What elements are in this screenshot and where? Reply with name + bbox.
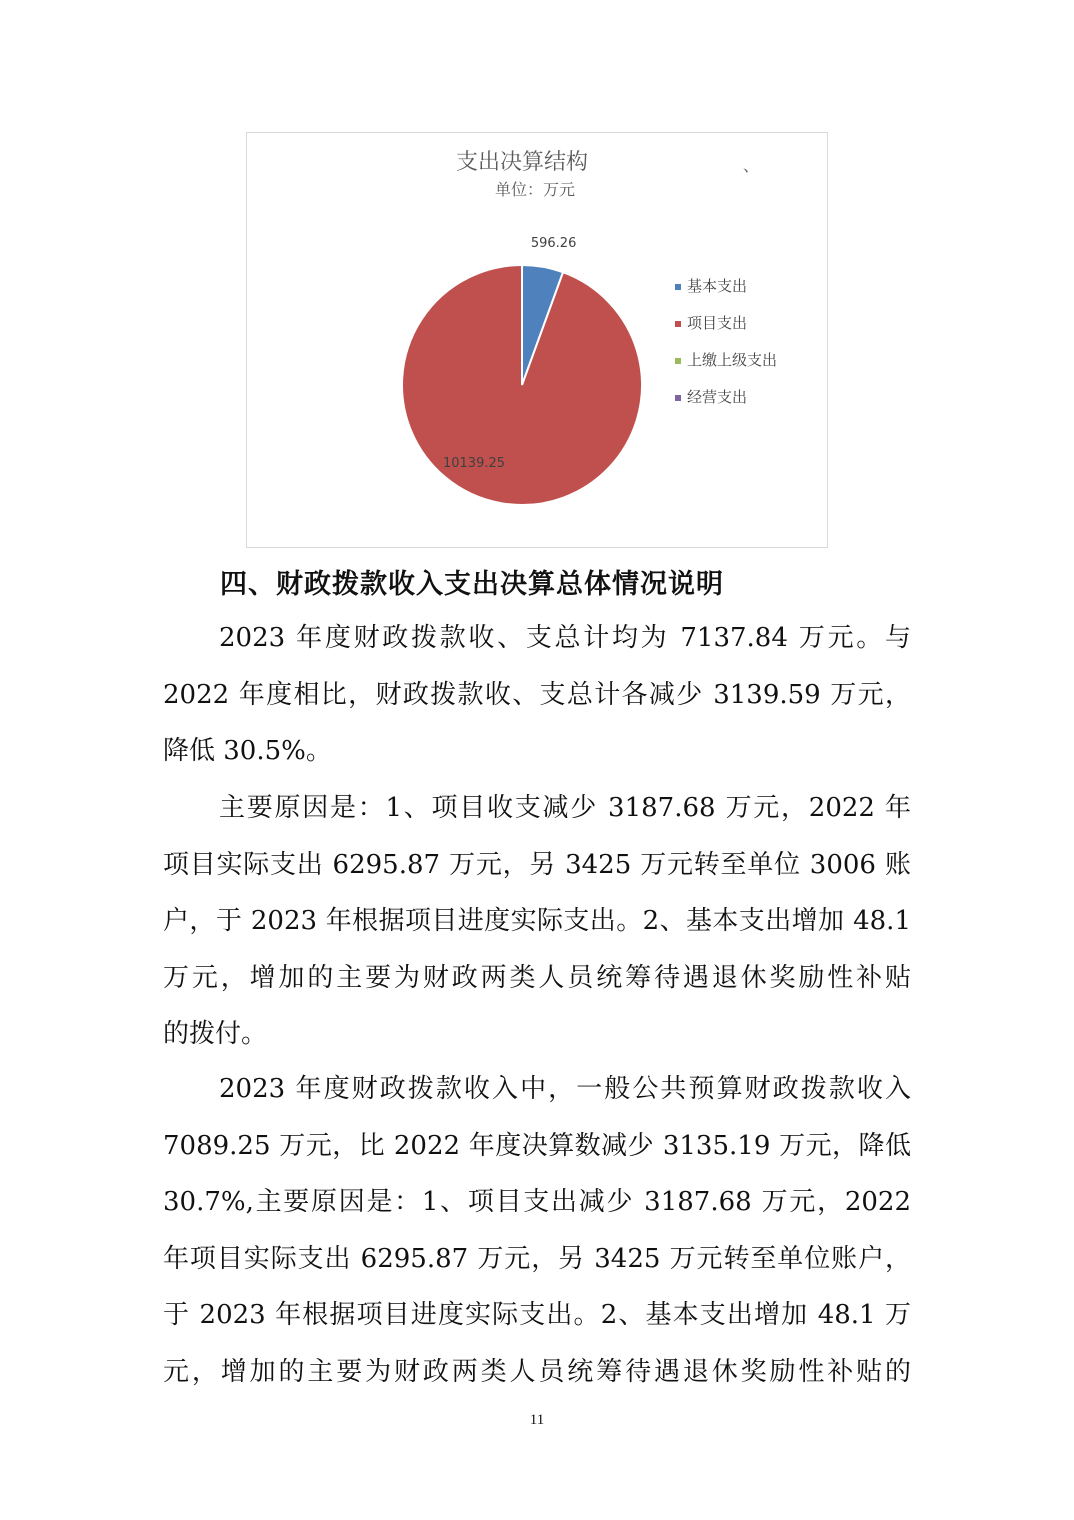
paragraph-line: 30.7%,主要原因是：1、项目支出减少 3187.68 万元，2022 xyxy=(163,1187,911,1217)
chart-legend xyxy=(675,277,777,406)
pie-slice xyxy=(402,265,642,505)
paragraph-line: 万元，增加的主要为财政两类人员统筹待遇退休奖励性补贴 xyxy=(163,962,911,993)
legend-swatch xyxy=(675,395,681,401)
paragraph-line: 元，增加的主要为财政两类人员统筹待遇退休奖励性补贴的 xyxy=(163,1356,911,1387)
pie-slices xyxy=(402,265,642,505)
paragraph-line: 户，于 2023 年根据项目进度实际支出。2、基本支出增加 48.1 xyxy=(163,906,911,936)
pie-chart-svg xyxy=(247,133,827,547)
legend-swatch xyxy=(675,284,681,290)
legend-label: 基本支出 xyxy=(687,277,748,295)
paragraph-line: 于 2023 年根据项目进度实际支出。2、基本支出增加 48.1 万 xyxy=(163,1300,911,1330)
paragraph-line: 项目实际支出 6295.87 万元，另 3425 万元转至单位 3006 账 xyxy=(163,849,911,880)
chart-title: 支出决算结构 xyxy=(455,150,589,175)
paragraph-line: 降低 30.5%。 xyxy=(163,736,332,766)
paragraph-3 xyxy=(163,1061,911,1400)
legend-label: 上缴上级支出 xyxy=(687,351,778,369)
paragraph-line: 2022 年度相比，财政拨款收、支总计各减少 3139.59 万元， xyxy=(163,679,911,710)
paragraph-line: 2023 年度财政拨款收入中，一般公共预算财政拨款收入 xyxy=(219,1074,911,1104)
legend-label: 经营支出 xyxy=(687,388,748,406)
paragraph-line: 的拨付。 xyxy=(163,1019,268,1049)
chart-subtitle: 单位：万元 xyxy=(494,180,576,199)
page-number: 11 xyxy=(529,1412,545,1428)
pie-data-label: 596.26 xyxy=(530,236,577,252)
paragraph-line: 7089.25 万元，比 2022 年度决算数减少 3135.19 万元，降低 xyxy=(163,1130,911,1161)
legend-swatch xyxy=(675,321,681,327)
paragraph-line: 2023 年度财政拨款收、支总计均为 7137.84 万元。与 xyxy=(219,623,911,653)
stray-mark: 、 xyxy=(743,156,760,175)
paragraph-1 xyxy=(163,610,911,780)
paragraph-line: 年项目实际支出 6295.87 万元，另 3425 万元转至单位账户， xyxy=(163,1243,911,1274)
pie-data-label: 10139.25 xyxy=(442,456,506,471)
paragraph-2 xyxy=(163,780,911,1063)
expenditure-pie-chart xyxy=(246,132,828,548)
paragraph-line: 主要原因是：1、项目收支减少 3187.68 万元，2022 年 xyxy=(219,793,911,823)
legend-label: 项目支出 xyxy=(687,314,748,332)
legend-swatch xyxy=(675,358,681,364)
section-heading: 四、财政拨款收入支出决算总体情况说明 xyxy=(220,569,724,600)
